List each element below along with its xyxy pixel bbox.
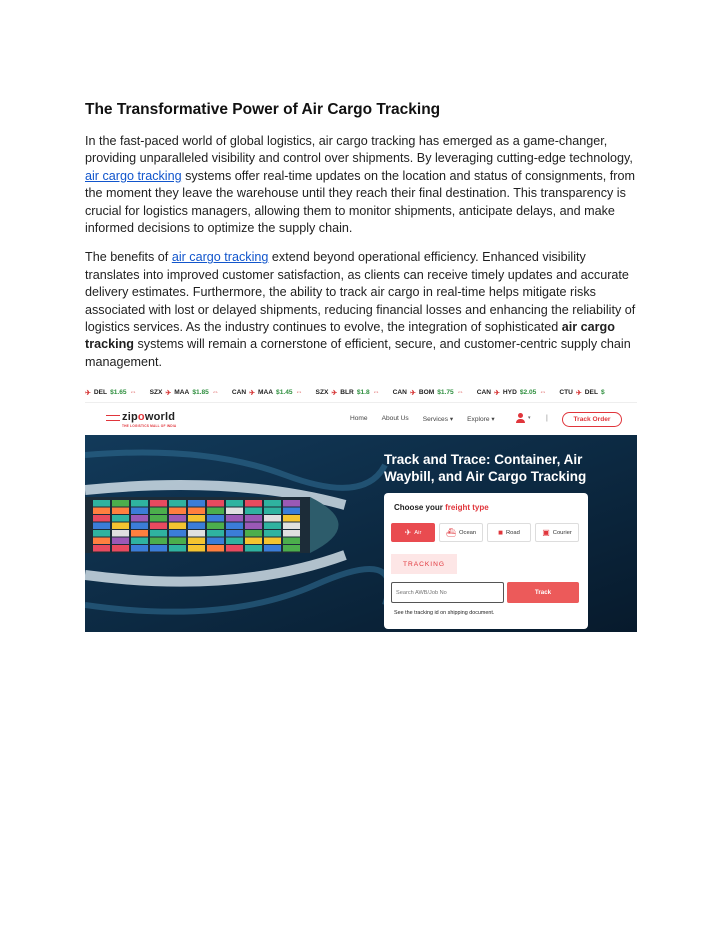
cargo-container [150,530,167,537]
swap-icon: ⇔ [211,389,219,396]
rate-ticker [85,383,637,403]
cargo-container [131,523,148,530]
cargo-container [93,523,110,530]
swap-icon: ⇔ [372,389,380,396]
cargo-container [112,523,129,530]
ticker-item: CAN ✈ BOM $1.75 ⇔ [392,389,464,397]
cargo-container [131,515,148,522]
cargo-container [226,523,243,530]
plane-icon: ✈ [165,389,172,397]
ticker-item: CTU ✈ DEL $ [559,389,605,397]
user-icon[interactable] [516,413,525,424]
tracking-card [384,493,588,629]
cargo-container [93,508,110,515]
cargo-container [169,508,186,515]
hero-title: Track and Trace: Container, Air Waybill, and Air Cargo Tracking [384,452,587,484]
cargo-container [188,523,205,530]
cargo-container [207,523,224,530]
ship-icon: ⛴ [445,528,457,537]
cargo-container [188,515,205,522]
cargo-container [207,538,224,545]
ticker-item: CAN ✈ MAA $1.45 ⇔ [231,389,303,397]
nav-divider: | [546,415,548,422]
article [85,100,640,383]
cargo-container [150,545,167,552]
cargo-container [207,515,224,522]
hero-banner [85,435,637,632]
cargo-container [264,523,281,530]
cargo-container [169,523,186,530]
article-title: The Transformative Power of Air Cargo Tracking [85,101,441,118]
cargo-container [93,515,110,522]
cargo-container [169,530,186,537]
cargo-container [226,538,243,545]
cargo-container [131,500,148,507]
cargo-container [207,545,224,552]
cargo-container [226,530,243,537]
cargo-container [131,530,148,537]
cargo-container [226,515,243,522]
cargo-container [264,508,281,515]
nav-services[interactable]: Services ▾ [422,416,454,423]
site-navbar [85,403,637,435]
freight-type-heading: Choose your freight type [394,503,489,512]
ticker-item: SZX ✈ BLR $1.8 ⇔ [315,389,380,397]
tracking-tab[interactable]: TRACKING [391,554,457,574]
cargo-container [264,530,281,537]
tracking-search-input[interactable] [391,582,504,603]
cargo-container [150,508,167,515]
cargo-container [283,538,300,545]
swap-icon: ⇔ [295,389,303,396]
cargo-container [112,530,129,537]
cargo-container [264,538,281,545]
plane-icon: ✈ [494,389,500,397]
cargo-container [245,515,262,522]
cargo-container [207,508,224,515]
swap-icon: ⇔ [539,389,547,396]
nav-about-us[interactable]: About Us [381,415,409,422]
cargo-container [131,538,148,545]
plane-icon: ✈ [249,389,255,397]
cargo-container [188,530,205,537]
cargo-container [226,545,243,552]
cargo-container [245,523,262,530]
ticker-item: CAN ✈ HYD $2.05 ⇔ [476,389,547,397]
ticker-item: SZX ✈ MAA $1.85 ⇔ [149,389,219,397]
freight-type-ocean[interactable]: ⛴ Ocean [439,523,483,542]
chevron-down-icon[interactable]: ▾ [528,415,531,421]
tracking-hint: See the tracking id on shipping document. [394,610,495,616]
cargo-container [169,545,186,552]
swap-icon: ⇔ [129,389,137,396]
freight-type-options [391,523,583,542]
cargo-container [283,515,300,522]
cargo-container [93,545,110,552]
article-paragraph-2: The benefits of air cargo tracking extend beyond operational efficiency. Enhanced visibility translates into improved customer satisfaction, as clients can receive timely updates and accurate delivery estimates. Furthermore, the ability to track air cargo in real-time helps mitigate risks associated with lost or delayed shipments, reducing financial losses and enhancing the reliability of logistics services. As the industry continues to evolve, the integration of sophisticated air cargo tracking systems will remain a cornerstone of efficient, secure, and customer-centric supply chain management. [85,250,636,369]
website-screenshot [85,383,637,632]
cargo-container [112,538,129,545]
air-cargo-tracking-link-2[interactable]: air cargo tracking [171,250,269,265]
plane-icon: ✈ [409,389,416,397]
cargo-container [245,538,262,545]
cargo-container [131,508,148,515]
cargo-container [169,500,186,507]
cargo-container [150,515,167,522]
cargo-container [283,500,300,507]
plane-icon: ✈ [85,389,91,397]
cargo-container [188,508,205,515]
logo-mark-icon [106,415,120,421]
plane-icon: ✈ [575,389,582,397]
cargo-container [112,515,129,522]
cargo-container [283,523,300,530]
cargo-container [112,508,129,515]
cargo-container [207,530,224,537]
cargo-container [264,500,281,507]
cargo-container [169,538,186,545]
cargo-container [131,545,148,552]
zipaworld-logo[interactable]: zipoworld THE LOGISTICS MALL OF INDIA [108,411,176,428]
cargo-container [264,515,281,522]
cargo-container [188,538,205,545]
nav-explore[interactable]: Explore ▾ [467,416,495,423]
cargo-container [226,500,243,507]
cargo-container [245,500,262,507]
track-order-button[interactable]: Track Order [562,412,622,427]
cargo-container [264,545,281,552]
track-button[interactable]: Track [507,582,579,603]
cargo-container [150,500,167,507]
cargo-container [112,500,129,507]
plane-icon: ✈ [404,528,412,537]
freight-type-road[interactable]: ■ Road [487,523,531,542]
plane-icon: ✈ [331,389,338,397]
cargo-container [150,538,167,545]
cargo-container [283,545,300,552]
cargo-container [283,530,300,537]
cargo-container [93,500,110,507]
cargo-container [207,500,224,507]
article-paragraph-1: In the fast-paced world of global logistics, air cargo tracking has emerged as a game-changer, providing unparalleled visibility and control over shipments. By leveraging cutting-edge technology, air cargo tracking systems offer real-time updates on the location and status of consignments, from the moment they leave the warehouse until they reach their final destination. This transparency is crucial for logistics managers, allowing them to monitor shipments, anticipate delays, and make informed decisions to optimize the supply chain. [85,134,635,236]
cargo-container [188,545,205,552]
cargo-container [188,500,205,507]
cargo-container [226,508,243,515]
gift-icon: ▣ [542,528,550,537]
freight-type-air[interactable]: ✈ Air [391,523,435,542]
cargo-container [283,508,300,515]
cargo-container [93,530,110,537]
cargo-container [245,508,262,515]
air-cargo-tracking-link[interactable]: air cargo tracking [85,168,182,183]
ticker-item: ✈ DEL $1.65 ⇔ [85,389,137,397]
cargo-container [93,538,110,545]
cargo-container [245,545,262,552]
swap-icon: ⇔ [456,389,464,396]
truck-icon: ■ [498,528,503,537]
freight-type-courier[interactable]: ▣ Courier [535,523,579,542]
nav-links [350,415,509,423]
cargo-container [150,523,167,530]
cargo-container [169,515,186,522]
cargo-container [112,545,129,552]
cargo-container [245,530,262,537]
nav-home[interactable]: Home [350,415,368,422]
